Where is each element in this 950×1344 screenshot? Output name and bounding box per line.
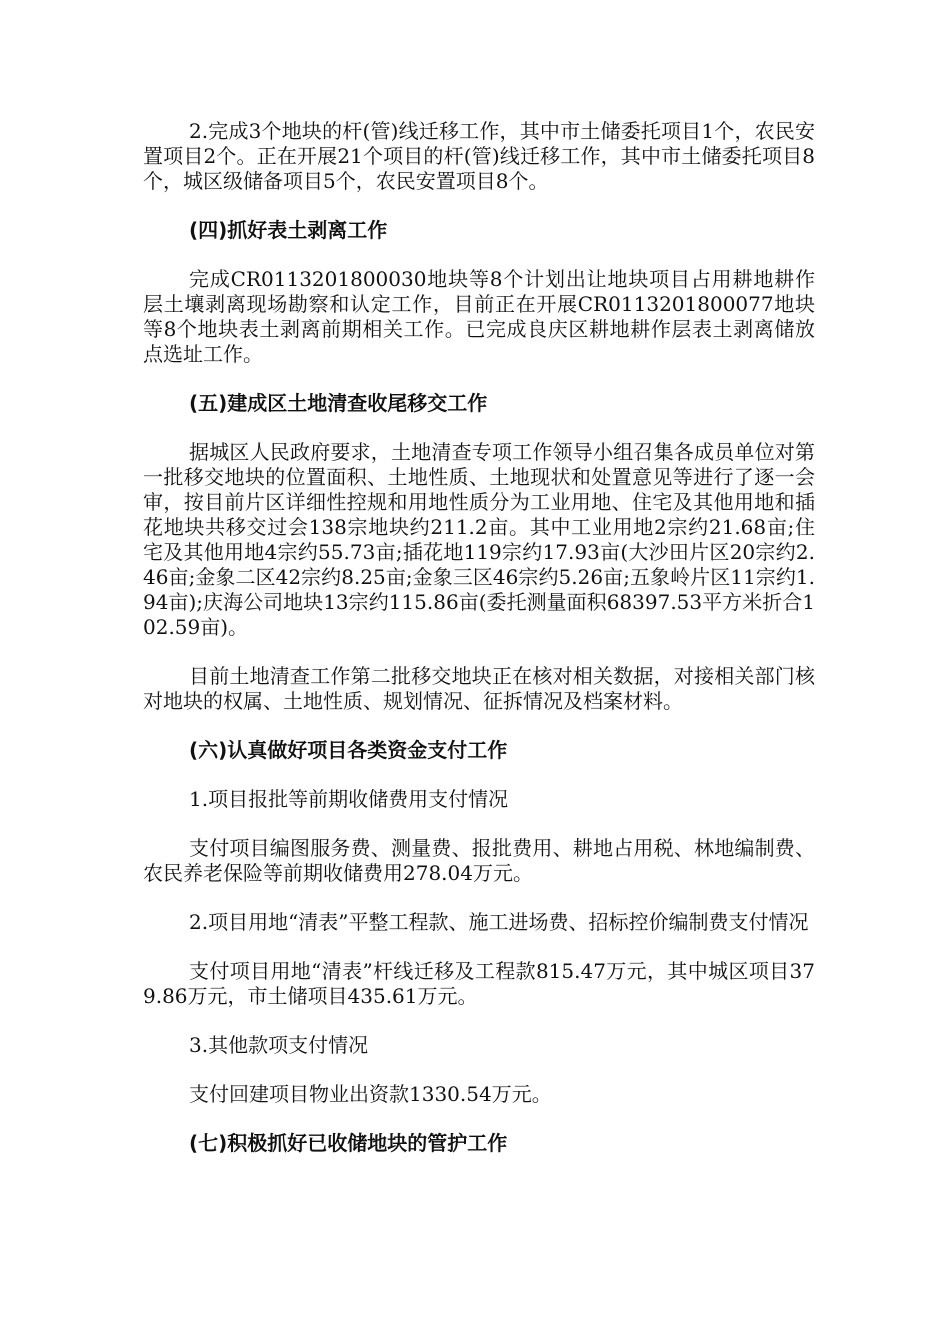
paragraph-pipeline-relocation: 2.完成3个地块的杆(管)线迁移工作，其中市土储委托项目1个，农民安置项目2个。正在开展21个项目的杆(管)线迁移工作，其中市土储委托项目8个，城区级储备项目5个，农民安置项目8个。 [143,119,815,193]
paragraph-other-payments: 支付回建项目物业出资款1330.54万元。 [189,1082,552,1106]
section-heading-topsoil: (四)抓好表土剥离工作 [189,218,388,242]
paragraph-land-survey-second-batch: 目前土地清查工作第二批移交地块正在核对相关数据，对接相关部门核对地块的权属、土地性质、规划情况、征拆情况及档案材料。 [143,664,815,713]
subheading-clearing-fees: 2.项目用地“清表”平整工程款、施工进场费、招标控价编制费支付情况 [189,910,809,934]
section-heading-funds: (六)认真做好项目各类资金支付工作 [189,738,508,762]
paragraph-preliminary-fees: 支付项目编图服务费、测量费、报批费用、耕地占用税、林地编制费、农民养老保险等前期收储费用278.04万元。 [143,836,815,885]
subheading-preliminary-fees: 1.项目报批等前期收储费用支付情况 [189,787,509,811]
subheading-other-payments: 3.其他款项支付情况 [189,1033,369,1057]
paragraph-topsoil: 完成CR0113201800030地块等8个计划出让地块项目占用耕地耕作层土壤剥离现场勘察和认定工作，目前正在开展CR0113201800077地块等8个地块表土剥离前期相关工作。已完成良庆区耕地耕作层表土剥离储放点选址工作。 [143,267,815,366]
section-heading-land-maintenance: (七)积极抓好已收储地块的管护工作 [189,1131,508,1155]
section-heading-land-survey: (五)建成区土地清查收尾移交工作 [189,391,488,415]
document-page [143,119,815,1156]
paragraph-land-survey-first-batch: 据城区人民政府要求，土地清查专项工作领导小组召集各成员单位对第一批移交地块的位置面积、土地性质、土地现状和处置意见等进行了逐一会审，按目前片区详细性控规和用地性质分为工业用地、住宅及其他用地和插花地块共移交过会138宗地块约211.2亩。其中工业用地2宗约21.68亩;住宅及其他用地4宗约55.73亩;插花地119宗约17.93亩(大沙田片区20宗约2.46亩;金象二区42宗约8.25亩;金象三区46宗约5.26亩;五象岭片区11宗约1.94亩);庆海公司地块13宗约115.86亩(委托测量面积68397.53平方米折合102.59亩)。 [143,440,815,639]
paragraph-clearing-fees: 支付项目用地“清表”杆线迁移及工程款815.47万元，其中城区项目379.86万元，市土储项目435.61万元。 [143,959,815,1008]
